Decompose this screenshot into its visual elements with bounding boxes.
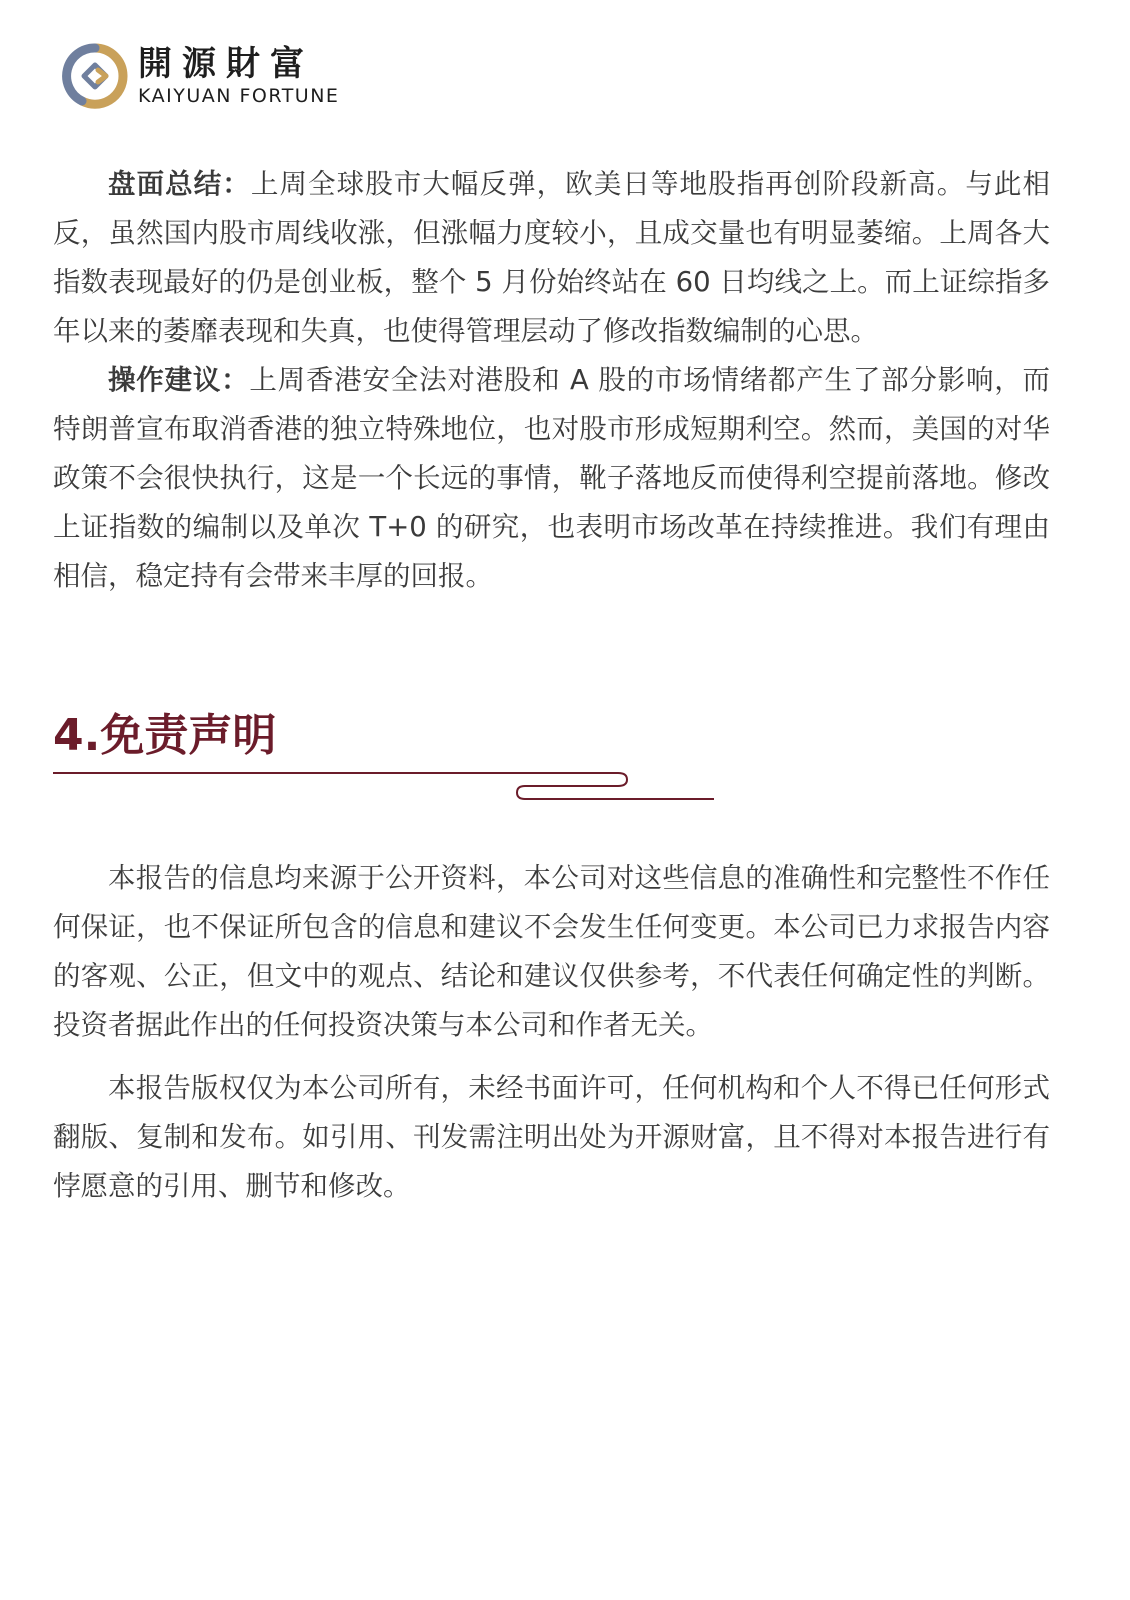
page-header — [62, 40, 339, 112]
advice-text: 上周香港安全法对港股和 A 股的市场情绪都产生了部分影响，而特朗普宣布取消香港的独立特殊地位，也对股市形成短期利空。然而，美国的对华政策不会很快执行，这是一个长远的事情，靴子落地反而使得利空提前落地。修改上证指数的编制以及单次 T+0 的研究，也表明市场改革在持续推进。我们有理由相信，稳定持有会带来丰厚的回报。 — [53, 364, 1051, 592]
kaiyuan-logo-icon — [62, 43, 128, 109]
brand-name-en: KAIYUAN FORTUNE — [138, 85, 340, 107]
disclaimer — [53, 854, 1050, 1225]
brand-name-cn: 開源財富 — [138, 44, 314, 84]
summary-lead: 盘面总结： — [108, 168, 251, 200]
summary-paragraph — [53, 160, 1050, 356]
advice-paragraph — [53, 356, 1050, 601]
disclaimer-paragraph: 本报告版权仅为本公司所有，未经书面许可，任何机构和个人不得已任何形式翻版、复制和发布。如引用、刊发需注明出处为开源财富，且不得对本报告进行有悖愿意的引用、删节和修改。 — [53, 1072, 1050, 1202]
summary-text: 上周全球股市大幅反弹，欧美日等地股指再创阶段新高。与此相反，虽然国内股市周线收涨，但涨幅力度较小，且成交量也有明显萎缩。上周各大指数表现最好的仍是创业板，整个 5 月份始终站在 60 日均线之上。而上证综指多年以来的萎靡表现和失真，也使得管理层动了修改指数编制的心思。 — [53, 168, 1050, 347]
section-title: 4.免责声明 — [53, 710, 277, 761]
market-commentary — [53, 160, 1050, 601]
section-divider — [53, 770, 723, 810]
disclaimer-paragraph: 本报告的信息均来源于公开资料，本公司对这些信息的准确性和完整性不作任何保证，也不保证所包含的信息和建议不会发生任何变更。本公司已力求报告内容的客观、公正，但文中的观点、结论和建议仅供参考，不代表任何确定性的判断。投资者据此作出的任何投资决策与本公司和作者无关。 — [53, 862, 1050, 1041]
advice-lead: 操作建议： — [108, 364, 250, 396]
brand — [138, 44, 339, 108]
